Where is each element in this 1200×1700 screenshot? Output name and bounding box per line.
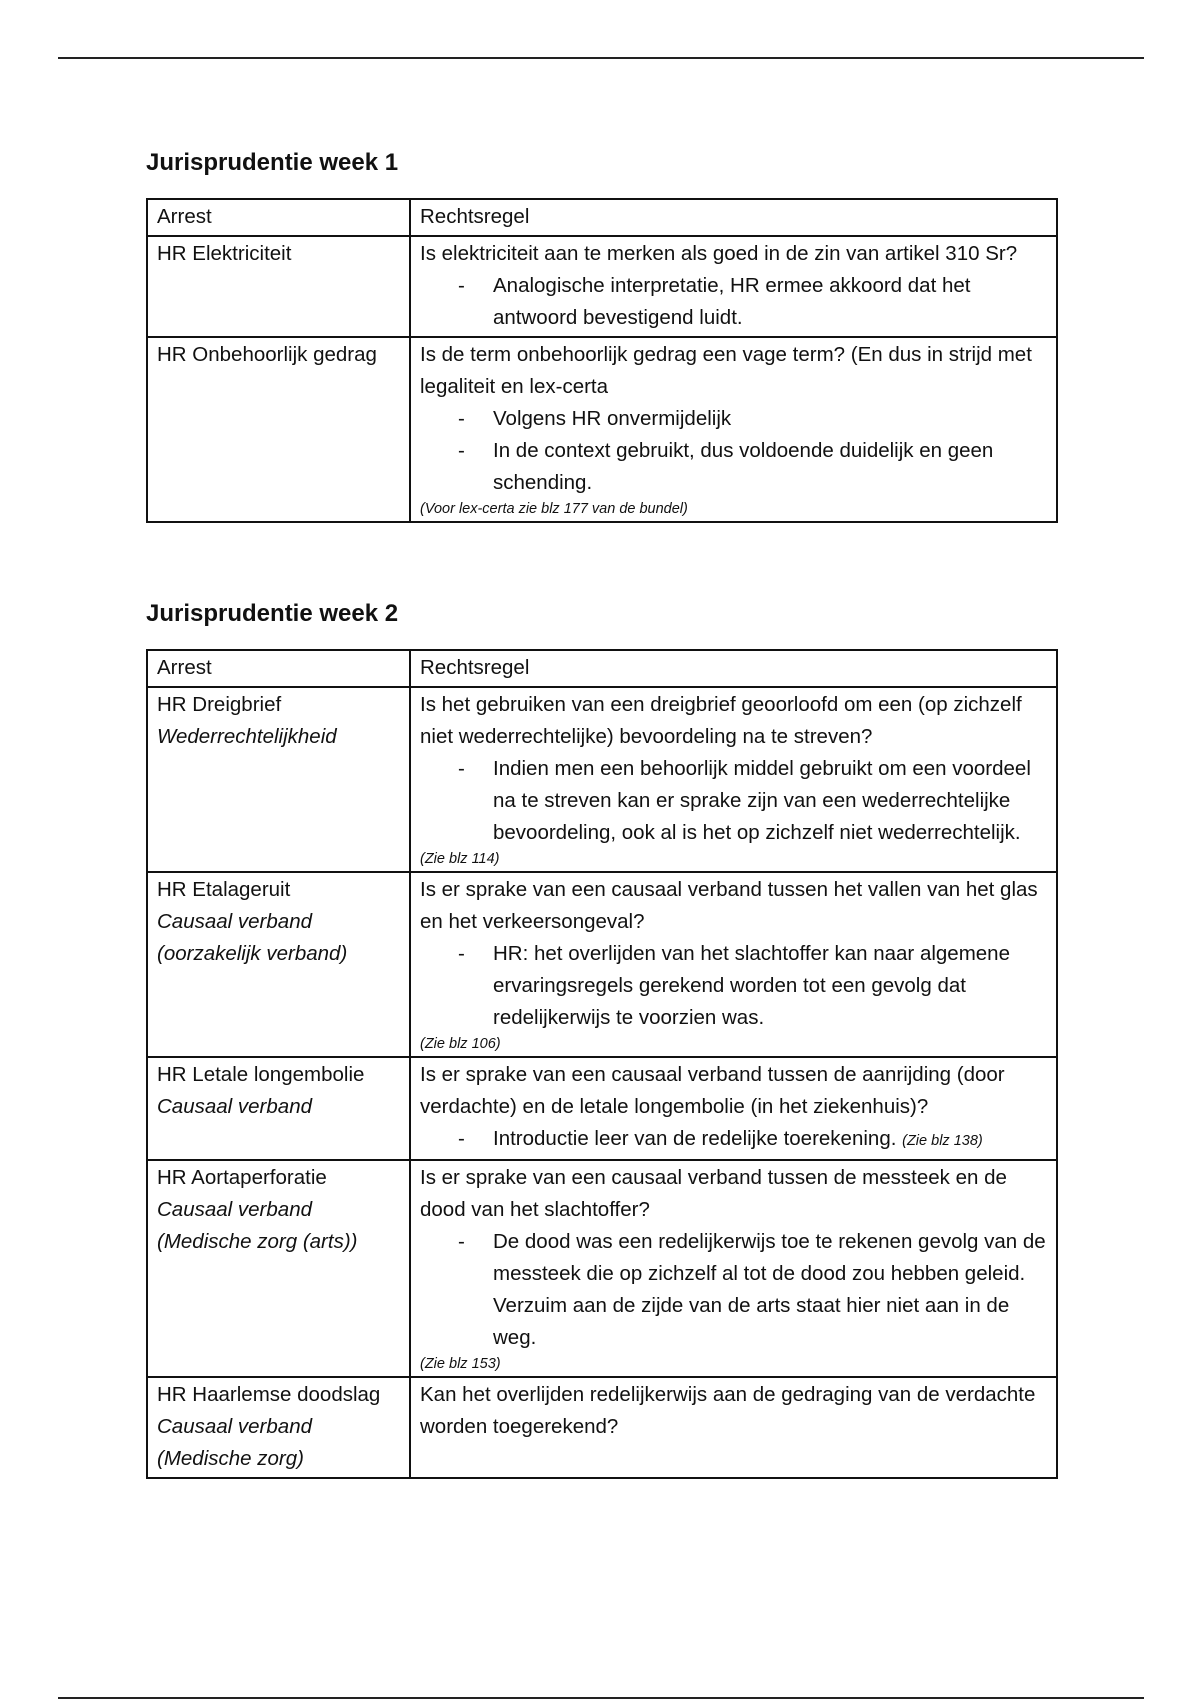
rule-question: Is het gebruiken van een dreigbrief geoorloofd om een (op zichzelf niet wederrechtelijke) bevoordeling na te streven?: [420, 693, 1022, 748]
header-rechtsregel: Rechtsregel: [410, 199, 1057, 236]
arrest-name: HR Letale longembolie: [157, 1063, 365, 1086]
rule-bullets: [420, 938, 1047, 1034]
rule-cell: [410, 1377, 1057, 1478]
rule-cell: [410, 236, 1057, 337]
table-row: [147, 687, 1057, 872]
rule-bullet-text: Introductie leer van de redelijke toerekening.: [493, 1127, 897, 1150]
header-arrest: Arrest: [147, 650, 410, 687]
table-row: [147, 872, 1057, 1057]
jurisprudence-table-week2: [146, 649, 1058, 1479]
arrest-cell: [147, 872, 410, 1057]
arrest-topic: Causaal verband: [157, 1198, 312, 1221]
section-title: Jurisprudentie week 1: [146, 149, 399, 176]
arrest-name: HR Onbehoorlijk gedrag: [157, 343, 377, 366]
section-week2: [146, 597, 1056, 1479]
table-row: [147, 1160, 1057, 1377]
page-reference: (Zie blz 106): [420, 1036, 501, 1052]
jurisprudence-table-week1: [146, 198, 1058, 523]
section-title: Jurisprudentie week 2: [146, 600, 399, 627]
rule-bullet: - Volgens HR onvermijdelijk: [420, 403, 1047, 435]
rule-bullet: [420, 1123, 1047, 1157]
rule-bullets: [420, 753, 1047, 849]
table-row: [147, 1377, 1057, 1478]
arrest-name: HR Haarlemse doodslag: [157, 1383, 381, 1406]
rule-bullets: [420, 1226, 1047, 1354]
table-row: [147, 236, 1057, 337]
arrest-cell: [147, 1057, 410, 1160]
arrest-name: HR Etalageruit: [157, 878, 291, 901]
table-row: [147, 337, 1057, 522]
arrest-cell: [147, 1160, 410, 1377]
rule-question: Kan het overlijden redelijkerwijs aan de gedraging van de verdachte worden toegerekend?: [420, 1383, 1036, 1438]
rule-bullets: [420, 270, 1047, 334]
arrest-cell: [147, 687, 410, 872]
header-rule: [58, 57, 1144, 59]
rule-cell: [410, 872, 1057, 1057]
rule-question: Is elektriciteit aan te merken als goed in de zin van artikel 310 Sr?: [420, 242, 1018, 265]
footer-rule: [58, 1697, 1144, 1699]
page-reference: (Zie blz 153): [420, 1356, 501, 1372]
page-reference: (Zie blz 114): [420, 851, 500, 867]
rule-bullets: [420, 403, 1047, 499]
rule-bullets: [420, 1123, 1047, 1157]
arrest-cell: [147, 236, 410, 337]
arrest-cell: [147, 1377, 410, 1478]
arrest-topic: Causaal verband: [157, 910, 312, 933]
rule-question: Is er sprake van een causaal verband tussen de aanrijding (door verdachte) en de letale longembolie (in het ziekenhuis)?: [420, 1063, 1005, 1118]
section-week1: [146, 146, 1056, 523]
arrest-subtopic: (Medische zorg): [157, 1447, 304, 1470]
rule-bullet: - In de context gebruikt, dus voldoende duidelijk en geen schending.: [420, 435, 1047, 499]
rule-question: Is er sprake van een causaal verband tussen het vallen van het glas en het verkeersongeval?: [420, 878, 1038, 933]
arrest-topic: Wederrechtelijkheid: [157, 725, 337, 748]
header-rechtsregel: Rechtsregel: [410, 650, 1057, 687]
rule-cell: [410, 337, 1057, 522]
rule-question: Is de term onbehoorlijk gedrag een vage term? (En dus in strijd met legaliteit en lex-certa: [420, 343, 1032, 398]
arrest-name: HR Elektriciteit: [157, 242, 292, 265]
arrest-subtopic: (oorzakelijk verband): [157, 942, 348, 965]
rule-bullet: - De dood was een redelijkerwijs toe te rekenen gevolg van de messteek die op zichzelf al tot de dood zou hebben geleid. Verzuim aan de zijde van de arts staat hier niet aan in de weg.: [420, 1226, 1047, 1354]
arrest-topic: Causaal verband: [157, 1415, 312, 1438]
header-arrest: Arrest: [147, 199, 410, 236]
rule-cell: [410, 687, 1057, 872]
page-reference: (Voor lex-certa zie blz 177 van de bundel): [420, 501, 688, 517]
rule-question: Is er sprake van een causaal verband tussen de messteek en de dood van het slachtoffer?: [420, 1166, 1007, 1221]
table-row: [147, 1057, 1057, 1160]
rule-bullet: - Indien men een behoorlijk middel gebruikt om een voordeel na te streven kan er sprake zijn van een wederrechtelijke bevoordeling, ook al is het op zichzelf niet wederrechtelijk.: [420, 753, 1047, 849]
arrest-name: HR Dreigbrief: [157, 693, 282, 716]
arrest-cell: [147, 337, 410, 522]
rule-bullet: - Analogische interpretatie, HR ermee akkoord dat het antwoord bevestigend luidt.: [420, 270, 1047, 334]
rule-cell: [410, 1057, 1057, 1160]
page-reference: (Zie blz 138): [902, 1133, 983, 1149]
rule-bullet: - HR: het overlijden van het slachtoffer kan naar algemene ervaringsregels gerekend worden tot een gevolg dat redelijkerwijs te voorzien was.: [420, 938, 1047, 1034]
arrest-subtopic: (Medische zorg (arts)): [157, 1230, 358, 1253]
table-header-row: [147, 650, 1057, 687]
arrest-name: HR Aortaperforatie: [157, 1166, 327, 1189]
rule-cell: [410, 1160, 1057, 1377]
table-header-row: [147, 199, 1057, 236]
arrest-topic: Causaal verband: [157, 1095, 312, 1118]
